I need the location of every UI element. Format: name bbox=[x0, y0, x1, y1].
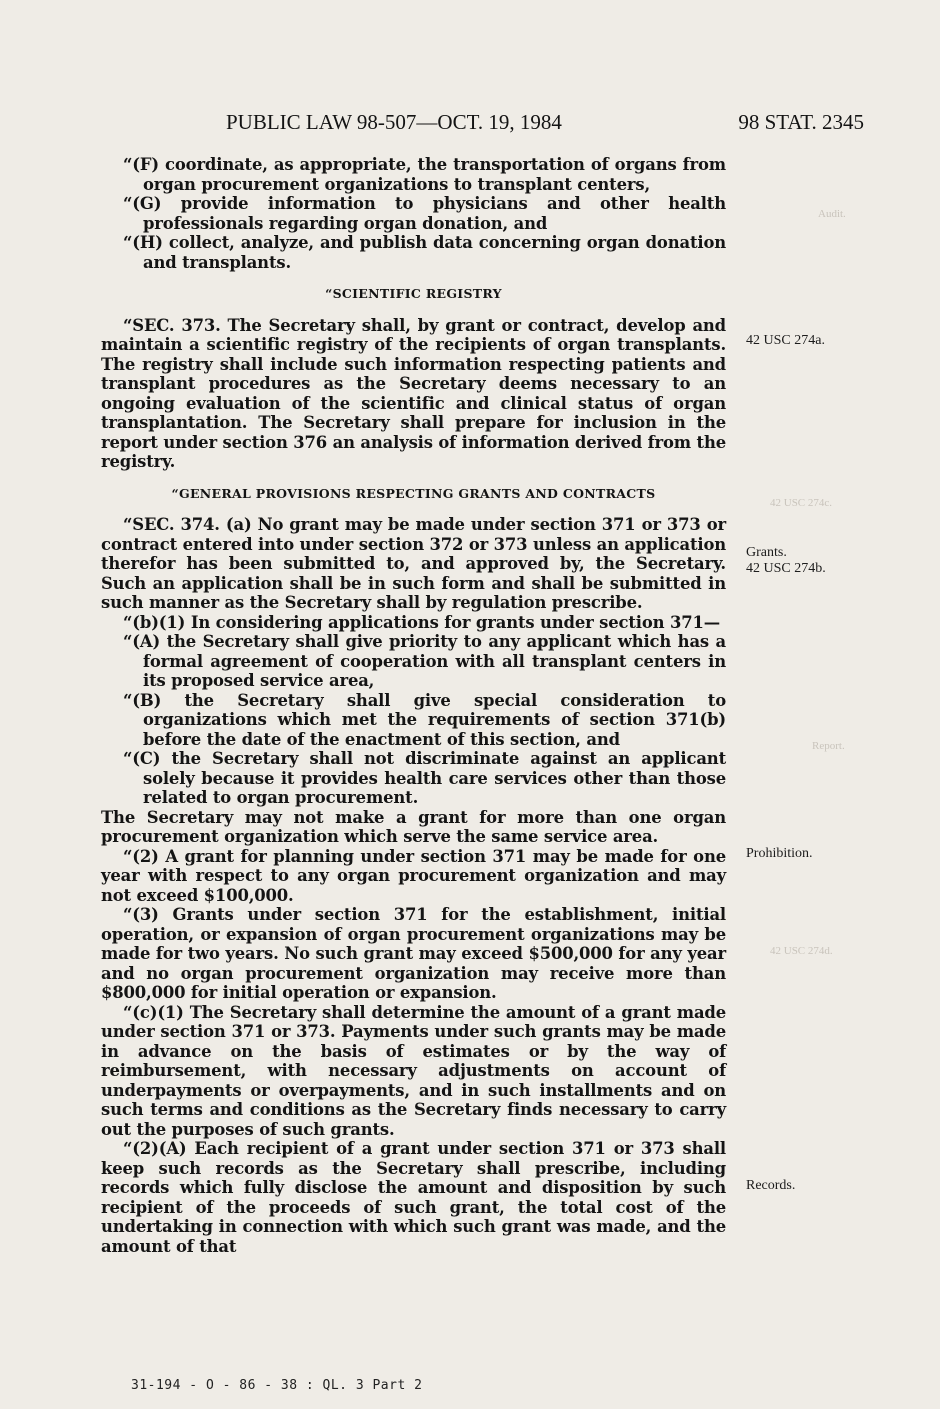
paragraph-f: “(F) coordinate, as appropriate, the transportation of organs from organ procurement organizations to transplant centers, bbox=[123, 155, 726, 194]
subsection-c1: “(c)(1) The Secretary shall determine the amount of a grant made under section 371 or 373. Payments under such grants may be made in advance on the basis of estimates or by the way of reimbursement, with necessary adjustments on account of underpayments or overpayments, and in such installments and on such terms and conditions as the Secretary finds necessary to carry out the purposes of such grants. bbox=[101, 1002, 726, 1139]
margin-note-records: Records. bbox=[746, 1178, 796, 1193]
section-373: “SEC. 373. The Secretary shall, by grant or contract, develop and maintain a scientific registry of the recipients of organ transplants. The registry shall include such information respecting patients and transplant procedures as the Secretary deems necessary to an ongoing evaluation of the scientific and clinical status of organ transplantation. The Secretary shall prepare for inclusion in the report under section 376 an analysis of information derived from the registry. bbox=[101, 315, 726, 471]
subsection-b2: “(2) A grant for planning under section 371 may be made for one year with respect to any organ procurement organization and may not exceed $100,000. bbox=[101, 846, 726, 905]
prohibition-text: The Secretary may not make a grant for more than one organ procurement organization which serve the same service area. bbox=[101, 807, 726, 846]
paragraph-g: “(G) provide information to physicians and other health professionals regarding organ donation, and bbox=[123, 194, 726, 233]
paragraph-h: “(H) collect, analyze, and publish data concerning organ donation and transplants. bbox=[123, 233, 726, 272]
clause-b1-b: “(B) the Secretary shall give special consideration to organizations which met the requirements of section 371(b) before the date of the enactment of this section, and bbox=[123, 690, 726, 749]
subsection-b1: “(b)(1) In considering applications for grants under section 371— bbox=[123, 612, 720, 632]
section-heading-scientific-registry: “SCIENTIFIC REGISTRY bbox=[325, 286, 502, 301]
public-law-citation: PUBLIC LAW 98-507—OCT. 19, 1984 bbox=[226, 110, 562, 134]
section-374-a: “SEC. 374. (a) No grant may be made under section 371 or 373 or contract entered into under section 372 or 373 unless an application therefor has been submitted to, and approved by, the Secretary. Such an application shall be in such form and shall be submitted in such manner as the Secretary shall by regulation prescribe. bbox=[101, 515, 726, 612]
margin-note-prohibition: Prohibition. bbox=[746, 846, 813, 861]
margin-note-usc-274a: 42 USC 274a. bbox=[746, 333, 825, 348]
section-heading-general-provisions: “GENERAL PROVISIONS RESPECTING GRANTS AND CONTRACTS bbox=[171, 485, 656, 501]
clause-b1-a: “(A) the Secretary shall give priority to any applicant which has a formal agreement of cooperation with all transplant centers in its proposed service area, bbox=[123, 632, 726, 690]
bleed-through-mark: 42 USC 274c. bbox=[770, 497, 833, 509]
subsection-b3: “(3) Grants under section 371 for the establishment, initial operation, or expansion of organ procurement organizations may be made for two years. No such grant may exceed $500,000 for any year and no organ procurement organization may receive more than $800,000 for initial operation or expansion. bbox=[101, 905, 726, 1002]
statute-page-number: 98 STAT. 2345 bbox=[738, 110, 864, 134]
print-job-footer: 31-194 - O - 86 - 38 : QL. 3 Part 2 bbox=[131, 1378, 423, 1393]
bleed-through-mark: Report. bbox=[812, 740, 845, 752]
page-header bbox=[100, 110, 864, 142]
bleed-through-mark: Audit. bbox=[818, 208, 846, 220]
margin-note-usc-274b: 42 USC 274b. bbox=[746, 561, 826, 576]
statute-text bbox=[101, 155, 726, 1256]
bleed-through-mark: 42 USC 274d. bbox=[770, 945, 833, 957]
subsection-c2-a: “(2)(A) Each recipient of a grant under section 371 or 373 shall keep such records as the Secretary shall prescribe, including records which fully disclose the amount and disposition by such recipient of the proceeds of such grant, the total cost of the undertaking in connection with which such grant was made, and the amount of that bbox=[101, 1139, 726, 1256]
clause-b1-c: “(C) the Secretary shall not discriminate against an applicant solely because it provides health care services other than those related to organ procurement. bbox=[123, 749, 726, 807]
margin-note-grants: Grants. bbox=[746, 545, 787, 560]
